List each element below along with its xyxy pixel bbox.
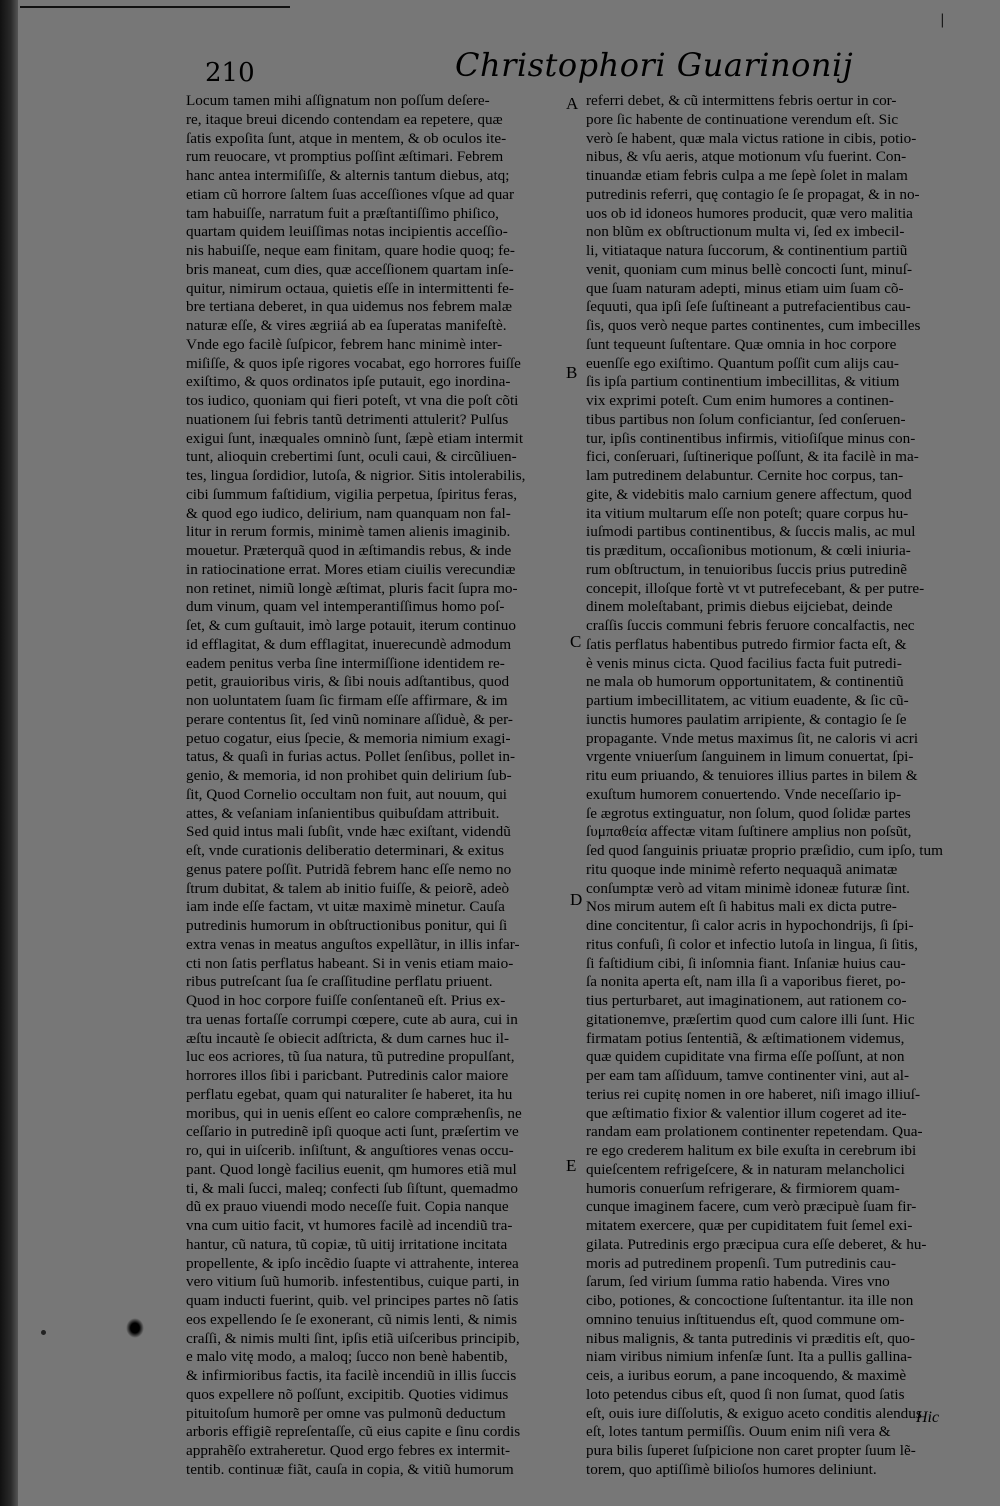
text-line: pura bilis ſuperet ſuſpicione non caret propter ſuum lẽ- <box>586 1442 916 1459</box>
text-line: cunque imaginem facere, cum verò præcipuè ſuam fir- <box>586 1198 917 1216</box>
text-line: ſtrum dubitat, & talem ab initio fuiſſe, & peiorẽ, adeò <box>186 879 510 897</box>
text-line: ſequuti, qua ipſi ſeſe ſuſtineant a putrefacientibus cau- <box>586 298 911 316</box>
text-line: exuſtum humorem conuertendo. Vnde neceſſario ip- <box>586 785 902 803</box>
text-line: hantur, cũ natura, tũ copiæ, tũ uitij irritatione incitata <box>186 1235 508 1253</box>
text-line: exiſtimo, & quos ordinatos ipſe putauit, ego inordina- <box>186 373 511 391</box>
text-line: gilata. Putredinis ergo præcipua cura eſſe deberet, & hu- <box>586 1235 927 1253</box>
text-line: luc eos acriores, tũ ſua natura, tũ putredine propulſant, <box>186 1048 515 1066</box>
section-marker-d: D <box>570 890 583 909</box>
text-line: pituitoſum humorẽ per omne vas pulmonũ deductum <box>186 1404 506 1422</box>
text-line: ſatis perflatus habentibus putredo firmior facta eſt, & <box>586 635 907 653</box>
text-line: quam inducti fuerint, quib. vel principes partes nõ ſatis <box>186 1292 519 1309</box>
text-line: Quod in hoc corpore fuiſſe conſentaneũ eſt. Prius ex- <box>186 992 506 1009</box>
text-line: ritus confuſi, ſi color et infectio lutoſa in lingua, ſi ſitis, <box>586 935 918 953</box>
text-line: perare contentus ſit, ſed vinũ nominare aſſiduè, & per- <box>186 710 513 728</box>
text-line: genus patere poſſit. Putridã febrem hanc eſſe nemo no <box>186 860 512 878</box>
text-line: moris ad putredinem propenſi. Tum putredinis cau- <box>586 1254 897 1272</box>
text-line: venit, quoniam cum minus bellè concocti ſunt, minuſ- <box>586 260 913 278</box>
text-line: iunctis humores paulatim arripiente, & contagio ſe ſe <box>586 710 907 728</box>
text-line: tatus, & quaſi in furias actus. Pollet ſenſibus, pollet in- <box>186 748 516 766</box>
text-line: ſet, & cum guſtauit, imò large potauit, iterum continuo <box>186 617 516 634</box>
text-line: bre tertiana deberet, in qua uidemus nos febrem malæ <box>186 298 512 316</box>
text-line: id efflagitat, & dum efflagitat, inuerecundè admodum <box>186 635 512 653</box>
text-line: craſſis ſuccis communi febris feruore concalfactis, nec <box>586 617 915 634</box>
text-line: cibo, potiones, & concoctione ſuſtentantur. ita ille non <box>586 1292 914 1309</box>
text-line: ritu eum priuando, & tenuiores illius partes in bilem & <box>586 767 918 784</box>
text-line: nis habuiſſe, neque eam finitam, quare hodie quoq; fe- <box>186 242 515 259</box>
text-line: gite, & videbitis malo carnium genere affectum, quod <box>586 485 912 503</box>
text-line: loto petendus cibus eſt, quod ſi non ſumat, quod ſatis <box>586 1385 905 1403</box>
text-line: tentib. continuæ fiãt, cauſa in copia, & vitiũ humorum <box>186 1460 514 1478</box>
text-line: ti, & mali ſucci, maleq; confecti ſub ſiſtunt, quemadmo <box>186 1179 518 1197</box>
text-line: ſis, quos verò neque partes continentes, cum imbecilles <box>586 317 921 334</box>
text-line: bris maneat, cum dies, quæ acceſſionem quartam inſe- <box>186 260 514 278</box>
text-line: vrgente vniuerſum ſanguinem in limum conuertat, ſpi- <box>586 748 914 766</box>
text-line: moribus, qui in uenis eſſent eo calore compræhenſis, ne <box>186 1104 522 1122</box>
text-line: ſi faſtidium cibi, ſi inſomnia fiant. Inſaniæ huius cau- <box>586 954 906 972</box>
text-line: que ſuam naturam adepti, minus etiam uim ſuam cõ- <box>586 279 904 297</box>
text-line: tra uenas fortaſſe corrumpi cœpere, cute ab aura, cui in <box>186 1010 518 1028</box>
text-line: perflatu egebat, quam qui naturaliter ſe haberet, ita hu <box>186 1085 513 1103</box>
text-line: ſunt tequeunt ſuſtentare. Quæ omnia in hoc corpore <box>586 335 897 353</box>
text-line: nibus malignis, & tanta putredinis vi præditis eſt, quo- <box>586 1329 916 1347</box>
text-line: quæ quidem cupiditate vna firma eſſe poſſunt, at non <box>586 1048 905 1066</box>
text-line: non uoluntatem ſuam ſic firmam eſſe affirmare, & im <box>186 692 508 709</box>
ink-blot <box>126 1318 144 1338</box>
text-line: torem, quo aptiſſimè bilioſos humores deliniunt. <box>586 1460 877 1478</box>
right-column <box>586 92 972 1480</box>
text-line: petit, grauioribus viris, & ſibi nouis adſtantibus, quod <box>186 673 510 691</box>
text-line: non blũm ex obſtructionum multa vi, ſed ex imbecil- <box>586 223 905 241</box>
text-line: cibi ſummum faſtidium, vigilia perpetua, ſpiritus feras, <box>186 485 518 503</box>
text-line: tam habuiſſe, narratum fuit a præſtantiſſimo phiſico, <box>186 204 499 222</box>
text-line: tinuandæ etiam febris culpa a me ſepè ſolet in malam <box>586 167 908 184</box>
text-line: conſumptæ verò ad vitam minimè idoneæ futuræ ſint. <box>586 879 910 897</box>
text-line: re, itaque breui dicendo contendam ea repetere, quæ <box>186 110 503 128</box>
text-line: partium imbecillitatem, ac vitium euadente, & ſic cũ- <box>586 692 909 709</box>
text-line: Sed quid intus mali ſubſit, vnde hæc exiſtant, videndũ <box>186 823 511 841</box>
ink-speck <box>41 1330 46 1335</box>
catchword: Hic <box>916 1409 940 1426</box>
text-line: naturæ eſſe, & vires ægriiá ab ea ſuperatas manifeſtè. <box>186 317 507 334</box>
text-line: pore ſic habente de continuatione verendum eſt. Sic <box>586 110 899 128</box>
text-line: & quod ego iudico, delirium, nam quanquam non fal- <box>186 504 511 522</box>
text-line: & infirmioribus factis, ita facilè incendiũ in illis ſuccis <box>186 1367 517 1384</box>
text-line: putredinis humorum in obſtructionibus ponitur, qui ſi <box>186 917 508 934</box>
text-line: genio, & memoria, id non prohibet quin delirium ſub- <box>186 767 512 784</box>
text-line: ſed quod ſanguinis priuatæ proprio præſidio, cum ipſo, tum <box>586 842 943 859</box>
text-line: gitationemve, præſertim quod cum calore illi ſunt. Hic <box>586 1010 915 1028</box>
text-line: vero vitium ſuũ humorib. infestentibus, cuique parti, in <box>186 1273 520 1291</box>
corner-mark: | <box>940 12 945 28</box>
text-line: dinem moleſtabant, primis diebus eijciebat, deinde <box>586 598 893 616</box>
text-line: ceſſario in putredinẽ ipſi quoque acti ſunt, præſertim ve <box>186 1123 519 1141</box>
top-rule <box>20 6 290 8</box>
text-line: tunt, alioquin crebertimi ſunt, oculi caui, & circũliuen- <box>186 448 517 466</box>
text-line: e malo vitę modo, a maloq; ſucco non benè habentib, <box>186 1348 508 1366</box>
text-line: li, vitiataque natura ſuccorum, & continentium partiũ <box>586 242 908 259</box>
section-marker-a: A <box>566 94 579 113</box>
text-line: tius perturbaret, aut imaginationem, aut rationem co- <box>586 992 907 1009</box>
text-line: ro, qui in uiſcerib. inſiſtunt, & anguſtiores venas occu- <box>186 1142 514 1159</box>
text-line: ceis, a iuribus eorum, a pane incoquendo, & maximè <box>586 1367 907 1384</box>
text-line: ſυμπαθεία affectæ vitam ſuſtinere amplius non poſsũt, <box>586 823 912 841</box>
text-line: tis præditum, occaſionibus motionum, & cœli iniuria- <box>586 542 911 559</box>
text-line: firmatam potius ſententiã, & æſtimationem videmus, <box>586 1029 905 1047</box>
text-line: eos expellendo ſe ſe exonerant, cũ nimis lenti, & nimis <box>186 1310 518 1328</box>
text-line: fici, conſeruari, ſuſtinerique poſſunt, & ita facilè in ma- <box>586 448 919 466</box>
text-line: niam viribus nimium infenſæ ſunt. Ita a pullis gallina- <box>586 1348 913 1366</box>
text-line: re ego crederem halitum ex bile exuſta in cerebrum ibi <box>586 1142 917 1159</box>
text-line: pant. Quod longè facilius euenit, qm humores etiã mul <box>186 1160 517 1178</box>
text-line: mitatem exercere, quæ per cupiditatem fuit ſemel exi- <box>586 1217 913 1234</box>
text-line: euenſſe ego exiſtimo. Quantum poſſit cum alijs cau- <box>586 354 899 372</box>
text-line: propagante. Vnde metus maximus ſit, ne caloris vi acri <box>586 729 919 747</box>
text-line: ſa nonita aperta eſt, nam illa ſi a vaporibus fieret, po- <box>586 973 906 991</box>
text-line: per eam tam aſſiduum, tamve continenter vini, aut al- <box>586 1067 910 1084</box>
section-marker-e: E <box>566 1156 577 1175</box>
text-line: ritu quoque inde minimè referto nequaquã animatæ <box>586 860 898 878</box>
text-line: Locum tamen mihi aſſignatum non poſſum deſere- <box>186 92 490 109</box>
text-line: non retinet, nimiũ longè æſtimat, pluris facit ſupra mo- <box>186 579 518 597</box>
text-line: eſt, ouis iure diſſolutis, & exiguo aceto conditis alendus <box>586 1404 922 1422</box>
text-line: ne mala ob humorum opportunitatem, & continentiũ <box>586 673 904 691</box>
text-line: ribus putreſcant ſua ſe craſſitudine perflatu priuent. <box>186 973 493 991</box>
text-line: putredinis referri, quę contagio ſe ſe propagat, & in no- <box>586 185 920 203</box>
text-line: arboris effigiẽ repreſentaſſe, cũ eius capite e ſinu cordis <box>186 1423 521 1441</box>
text-line: Vnde ego facilè ſuſpicor, febrem hanc minimè inter- <box>186 335 503 353</box>
text-line: ſarum, ſed virium ſumma ratio habenda. Vires vno <box>586 1273 890 1291</box>
text-line: iuſmodi partibus continentibus, & ſuccis malis, ac mul <box>586 523 916 541</box>
text-line: mouetur. Præterquã quod in æſtimandis rebus, & inde <box>186 542 512 559</box>
text-line: tur, ipſis continentibus infirmis, vitioſiſque minus con- <box>586 429 916 447</box>
text-line: vna cum uitio facit, vt humores facilè ad incendiũ tra- <box>186 1217 513 1234</box>
text-line: humoris conuerſum refrigerare, & firmiorem quam- <box>586 1179 900 1197</box>
text-line: cti non ſatis perflatus habeant. Si in venis etiam maio- <box>186 954 514 972</box>
text-line: quitur, nimirum octaua, quietis eſſe in intermittenti fe- <box>186 279 514 297</box>
text-line: hanc antea intermiſiſſe, & alternis tantum diebus, atq; <box>186 167 510 184</box>
text-line: rum reuocare, vt promptius poſſint æſtimari. Febrem <box>186 148 504 166</box>
text-line: petuo cogatur, eius ſpecie, & memoria nimium exagi- <box>186 729 511 747</box>
text-line: apprahẽſo extraheretur. Quod ergo febres ex intermit- <box>186 1442 511 1459</box>
text-line: randam eam prolationem continenter repetendam. Qua- <box>586 1123 923 1141</box>
text-line: æſtu incautè ſe obiecit adſtricta, & dum carnes huc il- <box>186 1029 510 1047</box>
text-line: quieſcentem refrigeſcere, & in naturam melancholici <box>586 1160 905 1178</box>
text-line: dine concitentur, ſi calor acris in hypochondrijs, ſi ſpi- <box>586 917 914 934</box>
text-line: vix exprimi poteſt. Cum enim humores a continen- <box>586 392 894 409</box>
text-line: lam putredinem delabuntur. Cernite hoc corpus, tan- <box>586 467 904 484</box>
text-line: extra venas in meatus anguſtos expellãtur, in illis infar- <box>186 935 520 953</box>
text-line: dũ ex prauo viuendi modo neceſſe fuit. Copia nanque <box>186 1198 509 1216</box>
text-line: etiam cũ horrore ſaltem ſuas acceſſiones vſque ad quar <box>186 185 515 203</box>
text-line: iam inde eſſe factam, vt uitæ maximè minetur. Cauſa <box>186 898 505 916</box>
text-line: in ratiocinatione errat. Mores etiam ciuilis verecundiæ <box>186 560 516 578</box>
text-line: miſiſſe, & quos ipſe rigores vocabat, ego horrores fuiſſe <box>186 354 521 372</box>
text-line: eſt, lotes tantum permiſſis. Ouum enim niſi vera & <box>586 1423 891 1441</box>
text-line: tos iudico, quoniam qui fieri poteſt, vt vna die poſt cõti <box>186 392 519 409</box>
text-line: que æſtimatio fixior & valentior illum cogeret ad ite- <box>586 1104 907 1122</box>
text-line: tibus partibus non ſolum conficiantur, ſed conſeruen- <box>586 410 906 428</box>
text-line: dum vinum, quam vel intemperantiſſimus homo poſ- <box>186 598 505 616</box>
text-line: ſis ipſa partium continentium imbecillitas, & vitium <box>586 373 900 391</box>
text-line: quos expellere nõ poſſunt, excipitib. Quoties vidimus <box>186 1385 509 1403</box>
text-line: omnino tenuius inſtituendus eſt, quod commune om- <box>586 1310 905 1328</box>
text-line: uos ob id idoneos humores producit, quæ vero malitia <box>586 204 913 222</box>
text-line: referri debet, & cũ intermittens febris oertur in cor- <box>586 92 897 109</box>
text-line: quartam quidem leuiſſimas notas incipientis acceſſio- <box>186 223 508 241</box>
text-line: horrores illos ſibi i paricbant. Putredinis calor maiore <box>186 1067 509 1084</box>
text-line: nuationem ſui febris tantũ detrimenti attulerit? Pulſus <box>186 410 509 428</box>
text-line: ita vitium multarum eſſe non poteſt; quare corpus hu- <box>586 504 909 522</box>
text-line: Nos mirum autem eſt ſi habitus mali ex dicta putre- <box>586 898 897 916</box>
text-line: verò ſe habent, quæ mala victus ratione in cibis, potio- <box>586 129 917 147</box>
text-line: è venis minus cicta. Quod facilius facta fuit putredi- <box>586 654 902 672</box>
text-line: ſatis expoſita ſunt, atque in mentem, & ob oculos ite- <box>186 129 507 147</box>
section-marker-c: C <box>570 632 582 651</box>
text-line: nibus, & vſu aeris, atque motionum vſu fuerint. Con- <box>586 148 907 166</box>
text-line: propellente, & ipſo incẽdio ſuapte vi attrahente, interea <box>186 1254 519 1272</box>
text-line: craſſi, & nimis multi ſint, ipſis etiã uiſceribus principib, <box>186 1329 520 1347</box>
text-line: concepit, illoſque fortè vt vt putrefecebant, & per putre- <box>586 579 925 597</box>
text-line: tes, lingua ſordidior, lutoſa, & nigrior. Sitis intolerabilis, <box>186 467 526 484</box>
text-line: ſe ægrotus extinguatur, non ſolum, quod ſolidæ partes <box>586 804 911 822</box>
text-line: litur in rerum formis, minimè tamen alienis imaginib. <box>186 523 511 541</box>
running-head: Christophori Guarinonij <box>455 46 854 84</box>
text-line: terius rei cupitę nomen in ore haberet, niſi imago illiuſ- <box>586 1085 921 1103</box>
page-number: 210 <box>205 58 255 88</box>
text-line: attes, & veſaniam inſanientibus quibuſdam attribuit. <box>186 804 500 822</box>
text-line: ſit, Quod Cornelio occultam non fuit, aut nouum, qui <box>186 785 508 803</box>
text-line: exigui ſunt, inæquales omninò ſunt, ſæpè etiam intermit <box>186 429 524 447</box>
text-line: eſt, vnde curationis deliberatio determinari, & exitus <box>186 842 504 859</box>
left-column <box>186 92 564 1480</box>
text-line: rum obſtructum, in tenuioribus ſuccis prius putredinẽ <box>586 560 907 578</box>
section-marker-b: B <box>566 363 578 382</box>
text-line: eadem penitus verba ſine intermiſſione identidem re- <box>186 654 505 672</box>
